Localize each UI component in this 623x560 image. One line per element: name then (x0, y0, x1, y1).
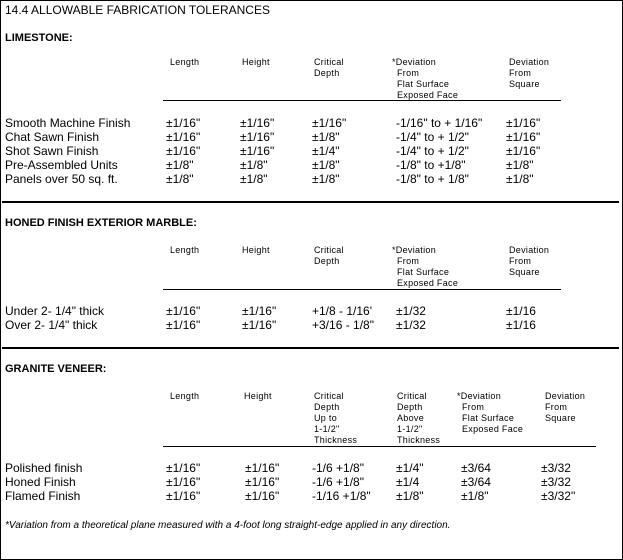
length-cell: ±1/16" (166, 116, 201, 130)
deviation-square-cell: ±1/16" (506, 116, 541, 130)
row-label: Under 2- 1/4" thick (5, 304, 104, 318)
marble-header-critical (314, 245, 344, 267)
row-label: Panels over 50 sq. ft. (5, 172, 118, 186)
limestone-header-deviation-square (509, 57, 549, 90)
page-title: 14.4 ALLOWABLE FABRICATION TOLERANCES (5, 3, 270, 17)
footnote: *Variation from a theoretical plane measured with a 4-foot long straight-edge applied in any direction. (5, 520, 451, 531)
height-cell: ±1/16" (242, 304, 277, 318)
critical-depth-cell: +3/16 - 1/8" (312, 318, 374, 332)
length-cell: ±1/16" (166, 130, 201, 144)
header-line: Square (509, 79, 540, 89)
header-line: Flat Surface (462, 413, 515, 423)
header-line: Deviation (545, 391, 586, 401)
critical-depth-cell: ±1/16" (312, 116, 347, 130)
deviation-square-cell: ±1/8" (506, 172, 534, 186)
granite-header-height: Height (244, 391, 272, 401)
header-line: Deviation (509, 57, 550, 67)
height-cell: ±1/8" (240, 172, 268, 186)
section-divider (2, 347, 619, 349)
header-line: Critical (314, 57, 344, 67)
header-line: Flat Surface (397, 267, 450, 277)
length-cell: ±1/8" (166, 158, 194, 172)
height-cell: ±1/16" (240, 130, 275, 144)
height-cell: ±1/16" (245, 461, 280, 475)
limestone-heading: LIMESTONE: (5, 32, 73, 44)
length-cell: ±1/16" (166, 144, 201, 158)
height-cell: ±1/16" (242, 318, 277, 332)
deviation-flat-cell: -1/4" to + 1/2" (396, 144, 469, 158)
critical-depth-up-to-cell: -1/6 +1/8" (312, 475, 364, 489)
length-cell: ±1/16" (166, 461, 201, 475)
critical-depth-up-to-cell: -1/16 +1/8" (312, 489, 371, 503)
header-line: Square (545, 413, 576, 423)
granite-header-critical-up-to (314, 391, 357, 446)
marble-header-length: Length (170, 245, 200, 255)
header-line: Above (397, 413, 425, 423)
granite-header-critical-above (397, 391, 440, 446)
deviation-flat-cell: ±1/8" (461, 489, 489, 503)
marble-header-height: Height (242, 245, 270, 255)
row-label: Honed Finish (5, 475, 76, 489)
deviation-flat-cell: ±1/32 (396, 318, 426, 332)
row-label: Flamed Finish (5, 489, 81, 503)
deviation-flat-cell: ±3/64 (461, 461, 491, 475)
header-line: From (397, 256, 420, 266)
critical-depth-cell: +1/8 - 1/16' (312, 304, 372, 318)
header-line: *Deviation (392, 57, 437, 67)
height-cell: ±1/16" (240, 116, 275, 130)
critical-depth-cell: ±1/4" (312, 144, 340, 158)
header-line: Square (509, 267, 540, 277)
critical-depth-cell: ±1/8" (312, 158, 340, 172)
header-line: From (462, 402, 485, 412)
header-line: *Deviation (457, 391, 502, 401)
height-cell: ±1/16" (245, 489, 280, 503)
header-line: *Deviation (392, 245, 437, 255)
critical-depth-above-cell: ±1/4" (396, 461, 424, 475)
header-line: Critical (314, 245, 344, 255)
marble-header-rule (163, 289, 561, 290)
granite-heading: GRANITE VENEER: (5, 363, 107, 375)
height-cell: ±1/8" (240, 158, 268, 172)
height-cell: ±1/16" (245, 475, 280, 489)
header-line: Deviation (509, 245, 550, 255)
critical-depth-above-cell: ±1/8" (396, 489, 424, 503)
granite-header-deviation-square (545, 391, 585, 424)
critical-depth-cell: ±1/8" (312, 130, 340, 144)
marble-heading: HONED FINISH EXTERIOR MARBLE: (5, 217, 197, 229)
deviation-flat-cell: -1/4" to + 1/2" (396, 130, 469, 144)
critical-depth-above-cell: ±1/4 (396, 475, 420, 489)
limestone-header-height: Height (242, 57, 270, 67)
header-line: Exposed Face (397, 90, 459, 100)
deviation-square-cell: ±3/32" (541, 489, 576, 503)
granite-header-deviation-flat (457, 391, 523, 435)
granite-header-rule (163, 446, 596, 447)
deviation-flat-cell: -1/8" to + 1/8" (396, 172, 469, 186)
header-line: Thickness (397, 435, 441, 445)
deviation-square-cell: ±1/8" (506, 158, 534, 172)
row-label: Shot Sawn Finish (5, 144, 99, 158)
granite-header-length: Length (170, 391, 200, 401)
length-cell: ±1/16" (166, 489, 201, 503)
header-line: From (509, 256, 532, 266)
length-cell: ±1/16" (166, 475, 201, 489)
marble-header-deviation-flat (392, 245, 458, 289)
header-line: 1-1/2" (314, 424, 340, 434)
height-cell: ±1/16" (240, 144, 275, 158)
deviation-flat-cell: ±3/64 (461, 475, 491, 489)
header-line: Thickness (314, 435, 358, 445)
header-line: Depth (397, 402, 423, 412)
deviation-flat-cell: ±1/32 (396, 304, 426, 318)
header-line: Exposed Face (397, 278, 459, 288)
deviation-square-cell: ±1/16" (506, 144, 541, 158)
section-divider (2, 201, 619, 203)
length-cell: ±1/16" (166, 304, 201, 318)
deviation-square-cell: ±3/32 (541, 461, 571, 475)
length-cell: ±1/16" (166, 318, 201, 332)
deviation-flat-cell: -1/8" to +1/8" (396, 158, 466, 172)
header-line: Critical (397, 391, 427, 401)
marble-header-deviation-square (509, 245, 549, 278)
deviation-square-cell: ±1/16" (506, 130, 541, 144)
header-line: Flat Surface (397, 79, 450, 89)
deviation-square-cell: ±1/16 (506, 304, 536, 318)
header-line: Critical (314, 391, 344, 401)
header-line: Up to (314, 413, 338, 423)
header-line: From (509, 68, 532, 78)
critical-depth-cell: ±1/8" (312, 172, 340, 186)
row-label: Smooth Machine Finish (5, 116, 131, 130)
header-line: 1-1/2" (397, 424, 423, 434)
limestone-header-length: Length (170, 57, 200, 67)
limestone-header-deviation-flat (392, 57, 458, 101)
deviation-flat-cell: -1/16" to + 1/16" (396, 116, 483, 130)
row-label: Over 2- 1/4" thick (5, 318, 98, 332)
limestone-header-critical (314, 57, 344, 79)
critical-depth-up-to-cell: -1/6 +1/8" (312, 461, 364, 475)
deviation-square-cell: ±1/16 (506, 318, 536, 332)
header-line: From (545, 402, 568, 412)
length-cell: ±1/8" (166, 172, 194, 186)
limestone-header-rule (163, 100, 561, 101)
row-label: Polished finish (5, 461, 83, 475)
header-line: Depth (314, 402, 340, 412)
row-label: Chat Sawn Finish (5, 130, 100, 144)
header-line: Depth (314, 256, 340, 266)
header-line: Depth (314, 68, 340, 78)
header-line: Exposed Face (462, 424, 524, 434)
row-label: Pre-Assembled Units (5, 158, 118, 172)
header-line: From (397, 68, 420, 78)
deviation-square-cell: ±3/32 (541, 475, 571, 489)
